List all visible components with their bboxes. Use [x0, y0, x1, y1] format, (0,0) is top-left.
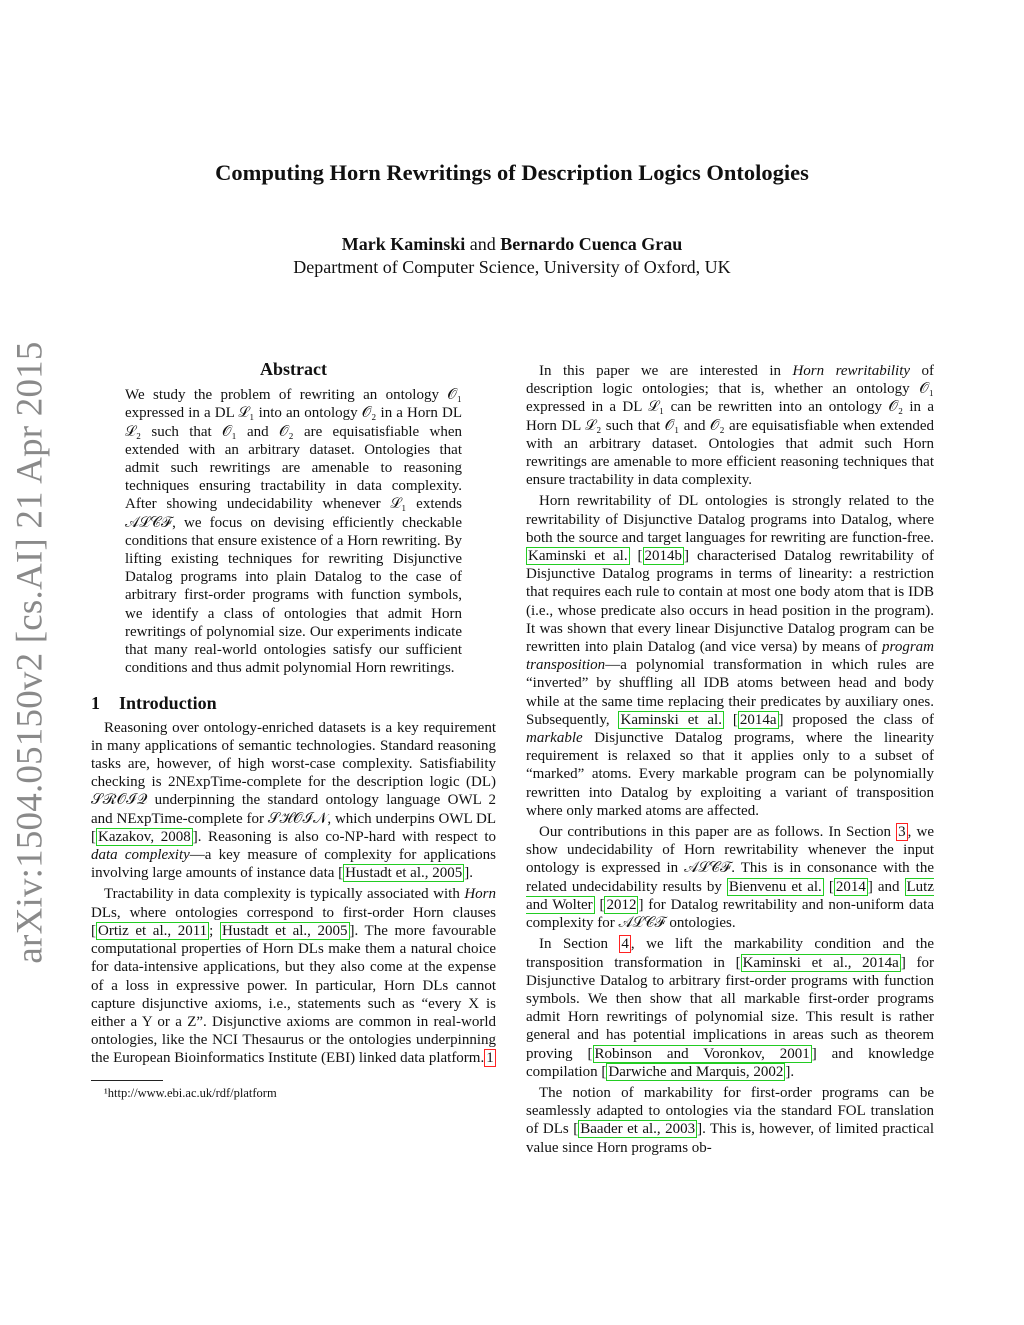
affiliation: Department of Computer Science, University of Oxford, UK — [293, 257, 731, 277]
citation-link[interactable]: Kaminski et al., 2014a — [742, 954, 899, 971]
right-paragraph-2: Horn rewritability of DL ontologies is strongly related to the rewritability of Disjunctive Datalog programs into Datalog, where both the source and target languages for rewriting are function-free. Kaminski et al. [ 2014b ] characterised Datalog rewritability of Disjunctive Datalog programs in terms of linearity: a restriction that requires each rule to contain at most one body atom that is IDB (i.e., whose predicate also occurs in head position in the program). It was shown that every linear Disjunctive Datalog program can be rewritten into plain Datalog (and vice versa) by means of program transposition—a polynomial transformation in which rules are “inverted” by shuffling all IDB atoms between head and body while at the same time replacing their predicates by auxiliary ones. Subsequently, Kaminski et al. [ 2014a ] proposed the class of markable Disjunctive Datalog programs, where the linearity requirement is relaxed so that it applies only to a subset of “marked” atoms. Every markable program can be polynomially rewritten into Datalog by exploiting a variant of transposition where only marked atoms are affected. — [526, 493, 935, 819]
citation-link[interactable]: Robinson and Voronkov, 2001 — [594, 1045, 810, 1062]
author-conjunction: and — [469, 234, 496, 254]
citation-link[interactable]: Kaminski et al. — [528, 548, 628, 565]
footnote-rule — [91, 1080, 163, 1081]
citation-link[interactable]: Lutz and Wolter — [526, 878, 935, 913]
citation-link[interactable]: 2014a — [739, 711, 777, 728]
citation-link[interactable]: Kaminski et al. — [620, 711, 722, 728]
footnote: ¹http://www.ebi.ac.uk/rdf/platform — [104, 1085, 277, 1100]
right-paragraph-5: The notion of markability for first-order programs can be seamlessly adapted to ontologies via the standard FOL translation of DLs [ Baader et al., 2003 ]. This is, however, of limited practical value since Horn programs ob- — [526, 1084, 934, 1156]
section-heading-introduction — [91, 694, 496, 712]
citation-link[interactable]: Hustadt et al., 2005 — [345, 865, 463, 882]
section-ref-link[interactable]: 3 — [898, 824, 906, 841]
paper-title: Computing Horn Rewritings of Description Logics Ontologies — [215, 160, 809, 185]
citation-link[interactable]: Hustadt et al., 2005 — [221, 922, 348, 939]
section-ref-link[interactable]: 4 — [621, 936, 629, 953]
citation-link[interactable]: Bienvenu et al. — [728, 878, 822, 895]
abstract-body — [125, 386, 462, 677]
right-paragraph-3: Our contributions in this paper are as follows. In Section 3 , we show undecidability of Horn rewritability whenever the input ontology is expressed in 𝒜ℒ𝒞ℱ. This is in consonance with the related undecidability results by Bienvenu et al. [ 2014 ] and Lutz and Wolter [ 2012 ] for Datalog rewritability and non-uniform data complexity for 𝒜ℒ𝒞ℱ ontologies. — [526, 824, 935, 932]
right-paragraph-4: In Section 4 , we lift the markability condition and the transposition transformation in [ Kaminski et al., 2014a ] for Disjunctive Datalog to arbitrary first-order programs with function symbols. We then show that all markable first-order programs admit Horn rewritings of polynomial size. This result is rather general and has potential implications in areas such as theorem proving [ Robinson and Voronkov, 2001 ] and knowledge compilation [ Darwiche and Marquis, 2002 ]. — [526, 936, 934, 1080]
arxiv-stamp: arXiv:1504.05150v2 [cs.AI] 21 Apr 2015 — [9, 340, 51, 964]
citation-link[interactable]: Baader et al., 2003 — [580, 1121, 696, 1138]
intro-paragraph-1: Reasoning over ontology-enriched datasets is a key requirement in many applications of semantic technologies. Standard reasoning tasks are, however, of high worst-case complexity. Satisfiability checking is 2NExpTime-complete for the description logic (DL) 𝒮ℛ𝒪ℐ𝒬 underpinning the standard ontology language OWL 2 and NExpTime-complete for 𝒮ℋ𝒪ℐ𝒩, which underpins OWL DL [ Kazakov, 2008 ]. Reasoning is also co-NP-hard with respect to data complexity—a key measure of complexity for applications involving large amounts of instance data [ Hustadt et al., 2005 ]. — [91, 719, 496, 882]
citation-link[interactable]: 2014b — [644, 548, 683, 565]
citation-link[interactable]: Kazakov, 2008 — [98, 828, 191, 845]
section-number: 1 — [91, 693, 100, 714]
author-line — [0, 234, 1024, 255]
section-title: Introduction — [119, 693, 217, 714]
intro-paragraph-2: Tractability in data complexity is typically associated with Horn DLs, where ontologies correspond to first-order Horn clauses [ Ortiz et al., 2011 ; Hustadt et al., 2005 ]. The more favourable computational properties of Horn DLs make them a natural choice for data-intensive applications, but they also come at the expense of a loss in expressive power. In particular, Horn DLs cannot capture disjunctive axioms, i.e., statements such as “every X is either a Y or a Z”. Disjunctive axioms are common in real-world ontologies, like the NCI Thesaurus or the ontologies underpinning the European Bioinformatics Institute (EBI) linked data platform. 1 — [91, 886, 496, 1067]
citation-link[interactable]: 2014 — [835, 878, 866, 895]
author-2: Bernardo Cuenca Grau — [500, 234, 683, 254]
citation-link[interactable]: Ortiz et al., 2011 — [98, 922, 208, 939]
citation-link[interactable]: Darwiche and Marquis, 2002 — [608, 1063, 784, 1080]
right-paragraph-1: In this paper we are interested in Horn rewritability of description logic ontologies; that is, whether an ontology 𝒪₁ expressed in a DL ℒ₁ can be rewritten into an ontology 𝒪₂ in a Horn DL ℒ₂ such that 𝒪₁ and 𝒪₂ are equisatisfiable when extended with an arbitrary dataset. Ontologies that admit such Horn rewritings are amenable to more efficient reasoning techniques that ensure tractability in data complexity. — [526, 363, 934, 489]
right-column — [526, 362, 934, 1157]
citation-link[interactable]: 2012 — [606, 896, 637, 913]
abstract-text: We study the problem of rewriting an ontology 𝒪₁ expressed in a DL ℒ₁ into an ontology 𝒪₂ in a Horn DL ℒ₂ such that 𝒪₁ and 𝒪₂ are equisatisfiable when extended with an arbitrary dataset. Ontologies that admit such rewritings are amenable to reasoning techniques ensuring tractability in data complexity. After showing undecidability whenever ℒ₁ extends 𝒜ℒ𝒞ℱ, we focus on devising efficiently checkable conditions that ensure existence of a Horn rewriting. By lifting existing techniques for rewriting Disjunctive Datalog programs into plain Datalog to the case of arbitrary first-order programs with function symbols, we identify a class of ontologies that admit Horn rewritings of polynomial size. Our experiments indicate that many real-world ontologies satisfy our sufficient conditions and thus admit polynomial Horn rewritings. — [125, 387, 462, 677]
abstract-heading: Abstract — [260, 359, 327, 379]
footnote-link[interactable]: 1 — [486, 1050, 494, 1067]
left-column — [91, 360, 496, 1102]
author-1: Mark Kaminski — [341, 234, 466, 254]
